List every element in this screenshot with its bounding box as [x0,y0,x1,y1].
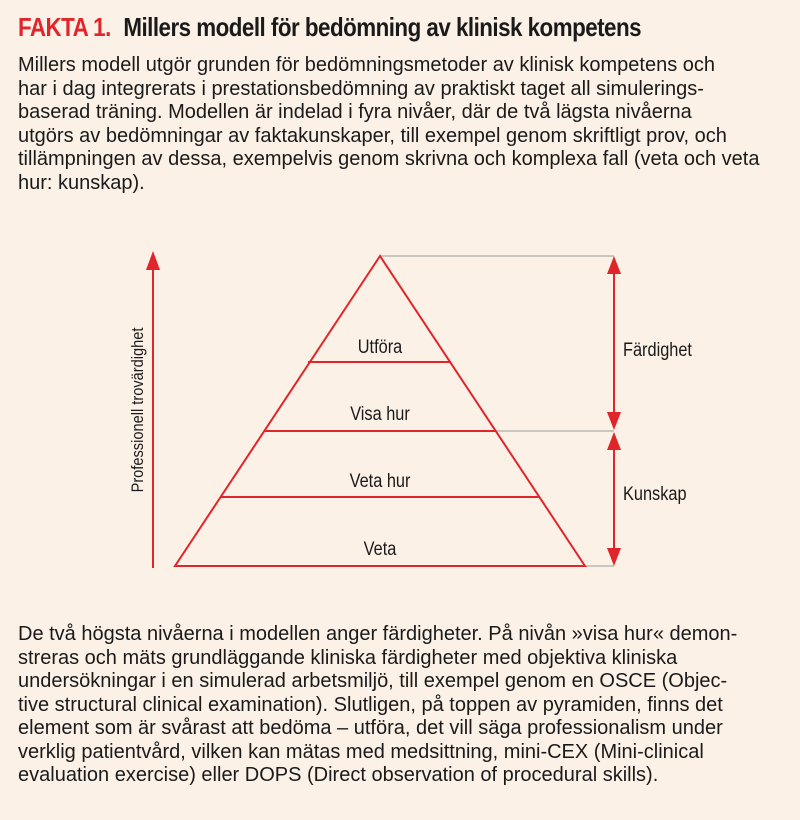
knowledge-arrow-head-down [607,548,621,566]
skill-group-label: Färdighet [623,338,692,361]
axis-arrow-head [146,251,160,270]
outro-line: tive structural clinical examination). Slutligen, på toppen av pyramiden, finns det [18,693,723,716]
outro-paragraph [18,623,798,788]
knowledge-group-label: Kunskap [623,482,687,505]
outro-line: verklig patientvård, vilken kan mätas med medsittning, mini-CEX (Mini-clinical [18,740,704,763]
fact-box-title: Millers modell för bedömning av klinisk kompetens [123,12,642,42]
skill-arrow-head-up [607,256,621,274]
intro-line: baserad träning. Modellen är indelad i fyra nivåer, där de två lägsta nivåerna [18,101,692,123]
axis-label: Professionell trovärdighet [129,327,148,493]
knowledge-arrow-head-up [607,432,621,450]
level-label-veta-hur: Veta hur [349,469,411,492]
level-label-visa-hur: Visa hur [350,402,410,425]
outro-line: element som är svårast att bedöma – utföra, det vill säga professionalism under [18,717,723,739]
level-label-utfora: Utföra [357,335,403,358]
outro-line: evaluation exercise) eller DOPS (Direct observation of procedural skills). [18,764,659,786]
outro-line: undersökningar i en simulerad arbetsmiljö, till exempel genom en OSCE (Objec- [18,670,728,692]
intro-line: Millers modell utgör grunden för bedömningsmetoder av klinisk kompetens och [18,54,716,76]
intro-line: tillämpningen av dessa, exempelvis genom skrivna och komplexa fall (veta och veta [18,148,760,170]
intro-line: hur: kunskap). [18,171,145,194]
skill-arrow-head-down [607,412,621,430]
intro-line: utgörs av bedömningar av faktakunskaper, till exempel genom skriftligt prov, och [18,124,727,147]
outro-line: streras och mäts grundläggande kliniska färdigheter med objektiva kliniska [18,646,678,669]
fact-box-label: FAKTA 1. [18,12,111,42]
level-label-veta: Veta [363,537,397,560]
intro-line: har i dag integrerats i prestationsbedömning av praktiskt taget all simulerings- [18,77,704,100]
outro-line: De två högsta nivåerna i modellen anger färdigheter. På nivån »visa hur« demon- [18,623,738,645]
